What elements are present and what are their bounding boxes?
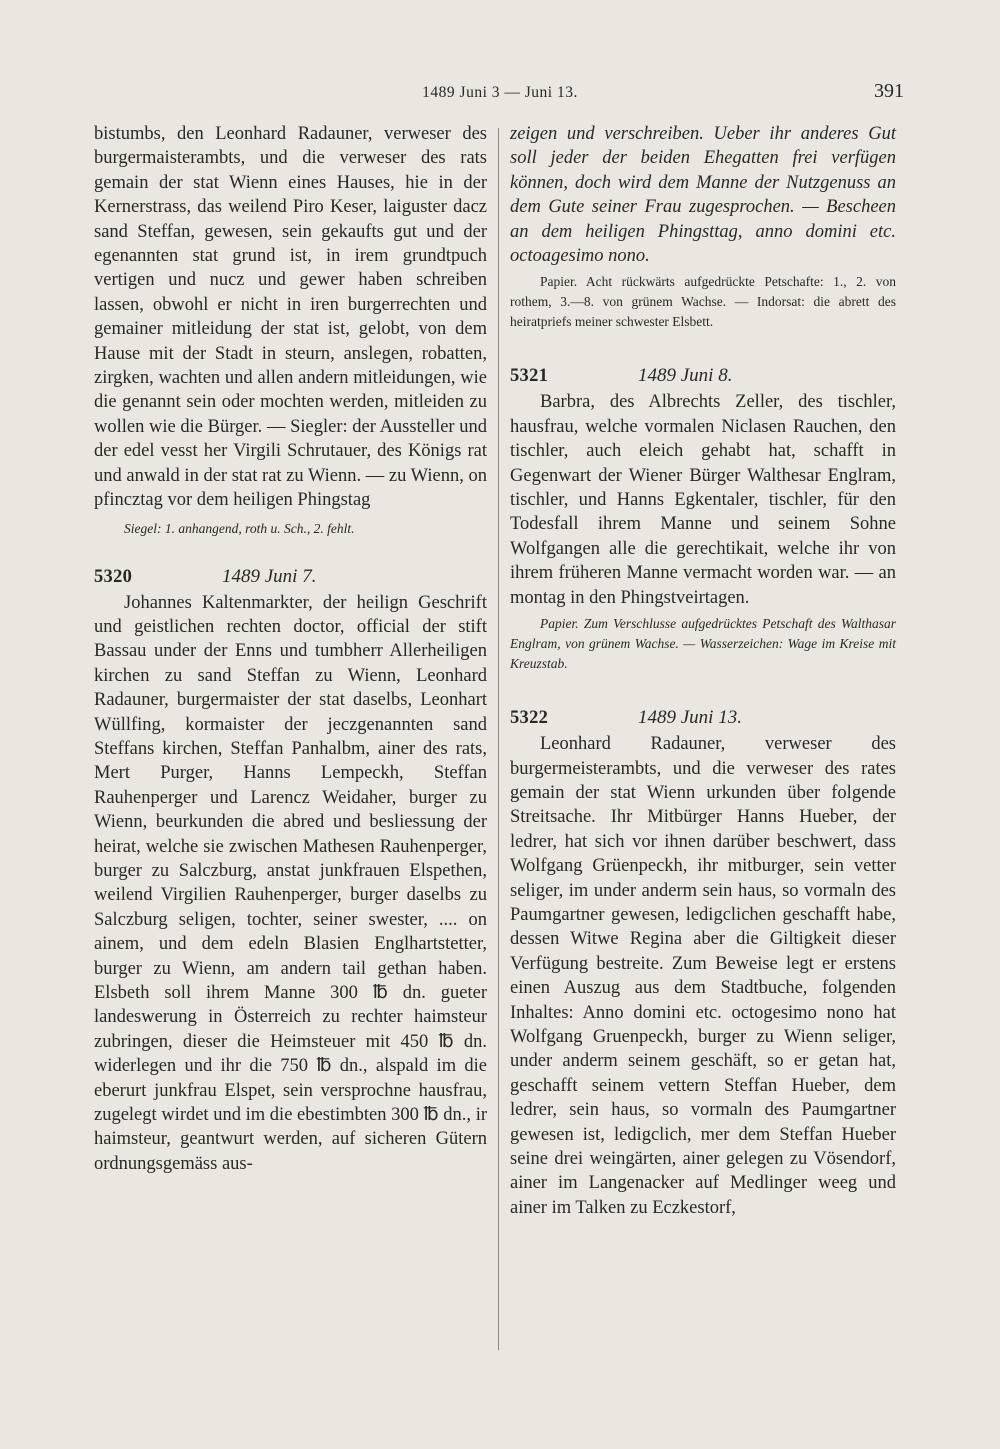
- entry-5322-text: Leonhard Radauner, verweser des burgermeisterambts, und die verweser des rates gemain der stat Wienn urkunden über folgende Streitsache. Ihr Mitbürger Hanns Hueber, der ledrer, hat sich vor ihnen darüber beschwert, dass Wolfgang Grüenpeckh, ihr mitburger, sein vetter seliger, im under anderm sein haus, so vormaln des Paumgartner gewesen, ledigclichen geschafft habe, dessen Witwe Regina aber die Giltigkeit dieser Verfügung bestreite. Zum Beweise legt er erstens einen Auszug aus dem Stadtbuche, folgenden Inhaltes: Anno domini etc. octogesimo nono hat Wolfgang Gruenpeckh, burger zu Wienn seliger, under anderm seinem geschäft, so er getan hat, geschafft seinem vettern Steffan Hueber, dem ledrer, sein haus, so vormaln des Paumgartner gewesen ist, ledigclich, mer dem Steffan Hueber seine drei weingärten, ainer gelegen zu Vösendorf, ainer im Langenacker auf Medlinger weeg und ainer im Talken zu Eczkestorf,: [510, 734, 896, 1218]
- entry-5320-text: Johannes Kaltenmarkter, der heilign Geschrift und geistlichen rechten doctor, official der stift Bassau under der Enns und tumbherr Allerheiligen kirchen zu sand Steffan zu Wienn, Leonhard Radauner, burgermaister der stat daselbs, Leonhart Wüllfing, kormaister der jeczgenannten sand Steffans kirchen, Steffan Panhalbm, ainer des rats, Mert Purger, Hanns Lempeckh, Steffan Rauhenperger und Larencz Weidaher, burger zu Wienn, beurkunden die abred und besliessung der heirat, welche sie zwischen Mathesen Rauhenperger, burger zu Salczburg, anstat junkfrauen Elspethen, weilend Virgilien Rauhenperger, burger daselbs zu Salczburg seligen, tochter, seiner swester, .... on ainem, und dem edeln Blasien Englhartstetter, burger zu Wienn, am andern tail gethan haben. Elsbeth soll ihrem Manne 300 ℔ dn. gueter landeswerung in Österreich zu rechter haimsteur zubringen, dieser die Heimsteuer mit 450 ℔ dn. widerlegen und ihr die 750 ℔ dn., alspald im die eberurt junkfrau Elspet, sein versprochne hausfrau, zugelegt wirdet und im die ebestimbten 300 ℔ dn., ir haimsteur, geantwurt werden, auf sicheren Gütern ordnungsgemäss aus-: [94, 592, 487, 1174]
- continued-entry-note: Papier. Acht rückwärts aufgedrückte Petschafte: 1., 2. von rothem, 3.—8. von grünem Wachse. — Indorsat: die abrett des heiratpriefs meiner schwester Elsbett.: [510, 274, 896, 330]
- entry-date: 1489 Juni 8.: [638, 365, 733, 387]
- continued-entry-text: zeigen und verschreiben. Ueber ihr anderes Gut soll jeder der beiden Ehegatten frei verfügen können, doch wird dem Manne der Nutzgenuss an dem Gute seiner Frau zugesprochen. — Bescheen an dem heiligen Phingsttag, anno domini etc. octoagesimo nono.: [510, 124, 896, 267]
- entry-5321-text: Barbra, des Albrechts Zeller, des tischler, hausfrau, welche vormalen Niclasen Rauchen, den tischler, auch eleich gehabt hat, schafft in Gegenwart der Wiener Bürger Walthesar Englram, tischler, und Hanns Egkentaler, tischler, für den Todesfall ihrem Manne und seinem Sohne Wolfgangen alle die gerechtikait, welche ihr von ihrem früheren Manne vermacht worden war. — an montag in den Phingstveirtagen.: [510, 392, 896, 608]
- right-column: [510, 122, 896, 1220]
- continued-entry-text: bistumbs, den Leonhard Radauner, verweser des burgermaisterambts, und die verweser des rats gemain der stat Wienn eines Hauses, hie in der Kernerstrass, das weilend Piro Keser, laiguster dacz sand Steffan, gewesen, sein gekaufts gut und der egenannten stat grund ist, in irem grundtpuch vertigen und nucz und gewer haben schreiben lassen, obwohl er nicht in iren burgerrechten und gemainer mitleidung der stat ist, gelobt, von dem Hause mit der Stadt in steurn, anslegen, robatten, zirgken, wachten und allen andern mitleidungen, wie die genannt sein oder mochten werden, mitleiden zu wollen wie die Bürger. — Siegler: der Aussteller und der edel vesst her Virgili Schrutauer, des Königs rat und anwald in der stat rat zu Wienn. — zu Wienn, on pfincztag vor dem heiligen Phingstag: [94, 124, 487, 511]
- left-column: [94, 122, 487, 1176]
- entry-date: 1489 Juni 13.: [638, 707, 742, 729]
- entry-5321-note: Papier. Zum Verschlusse aufgedrücktes Petschaft des Walthasar Englram, von grünem Wachse. — Wasserzeichen: Wage im Kreise mit Kreuzstab.: [510, 616, 896, 672]
- column-divider: [498, 128, 499, 1350]
- entry-number: 5321: [510, 366, 549, 387]
- entry-5322-heading: [510, 706, 896, 730]
- entry-5321-heading: [510, 364, 896, 388]
- page-number: 391: [874, 80, 904, 102]
- entry-5320-heading: [94, 565, 487, 589]
- continued-entry-note: Siegel: 1. anhangend, roth u. Sch., 2. fehlt.: [124, 520, 355, 536]
- entry-number: 5322: [510, 708, 549, 729]
- running-head: 1489 Juni 3 — Juni 13.: [422, 84, 578, 101]
- entry-date: 1489 Juni 7.: [222, 565, 317, 587]
- entry-number: 5320: [94, 566, 133, 587]
